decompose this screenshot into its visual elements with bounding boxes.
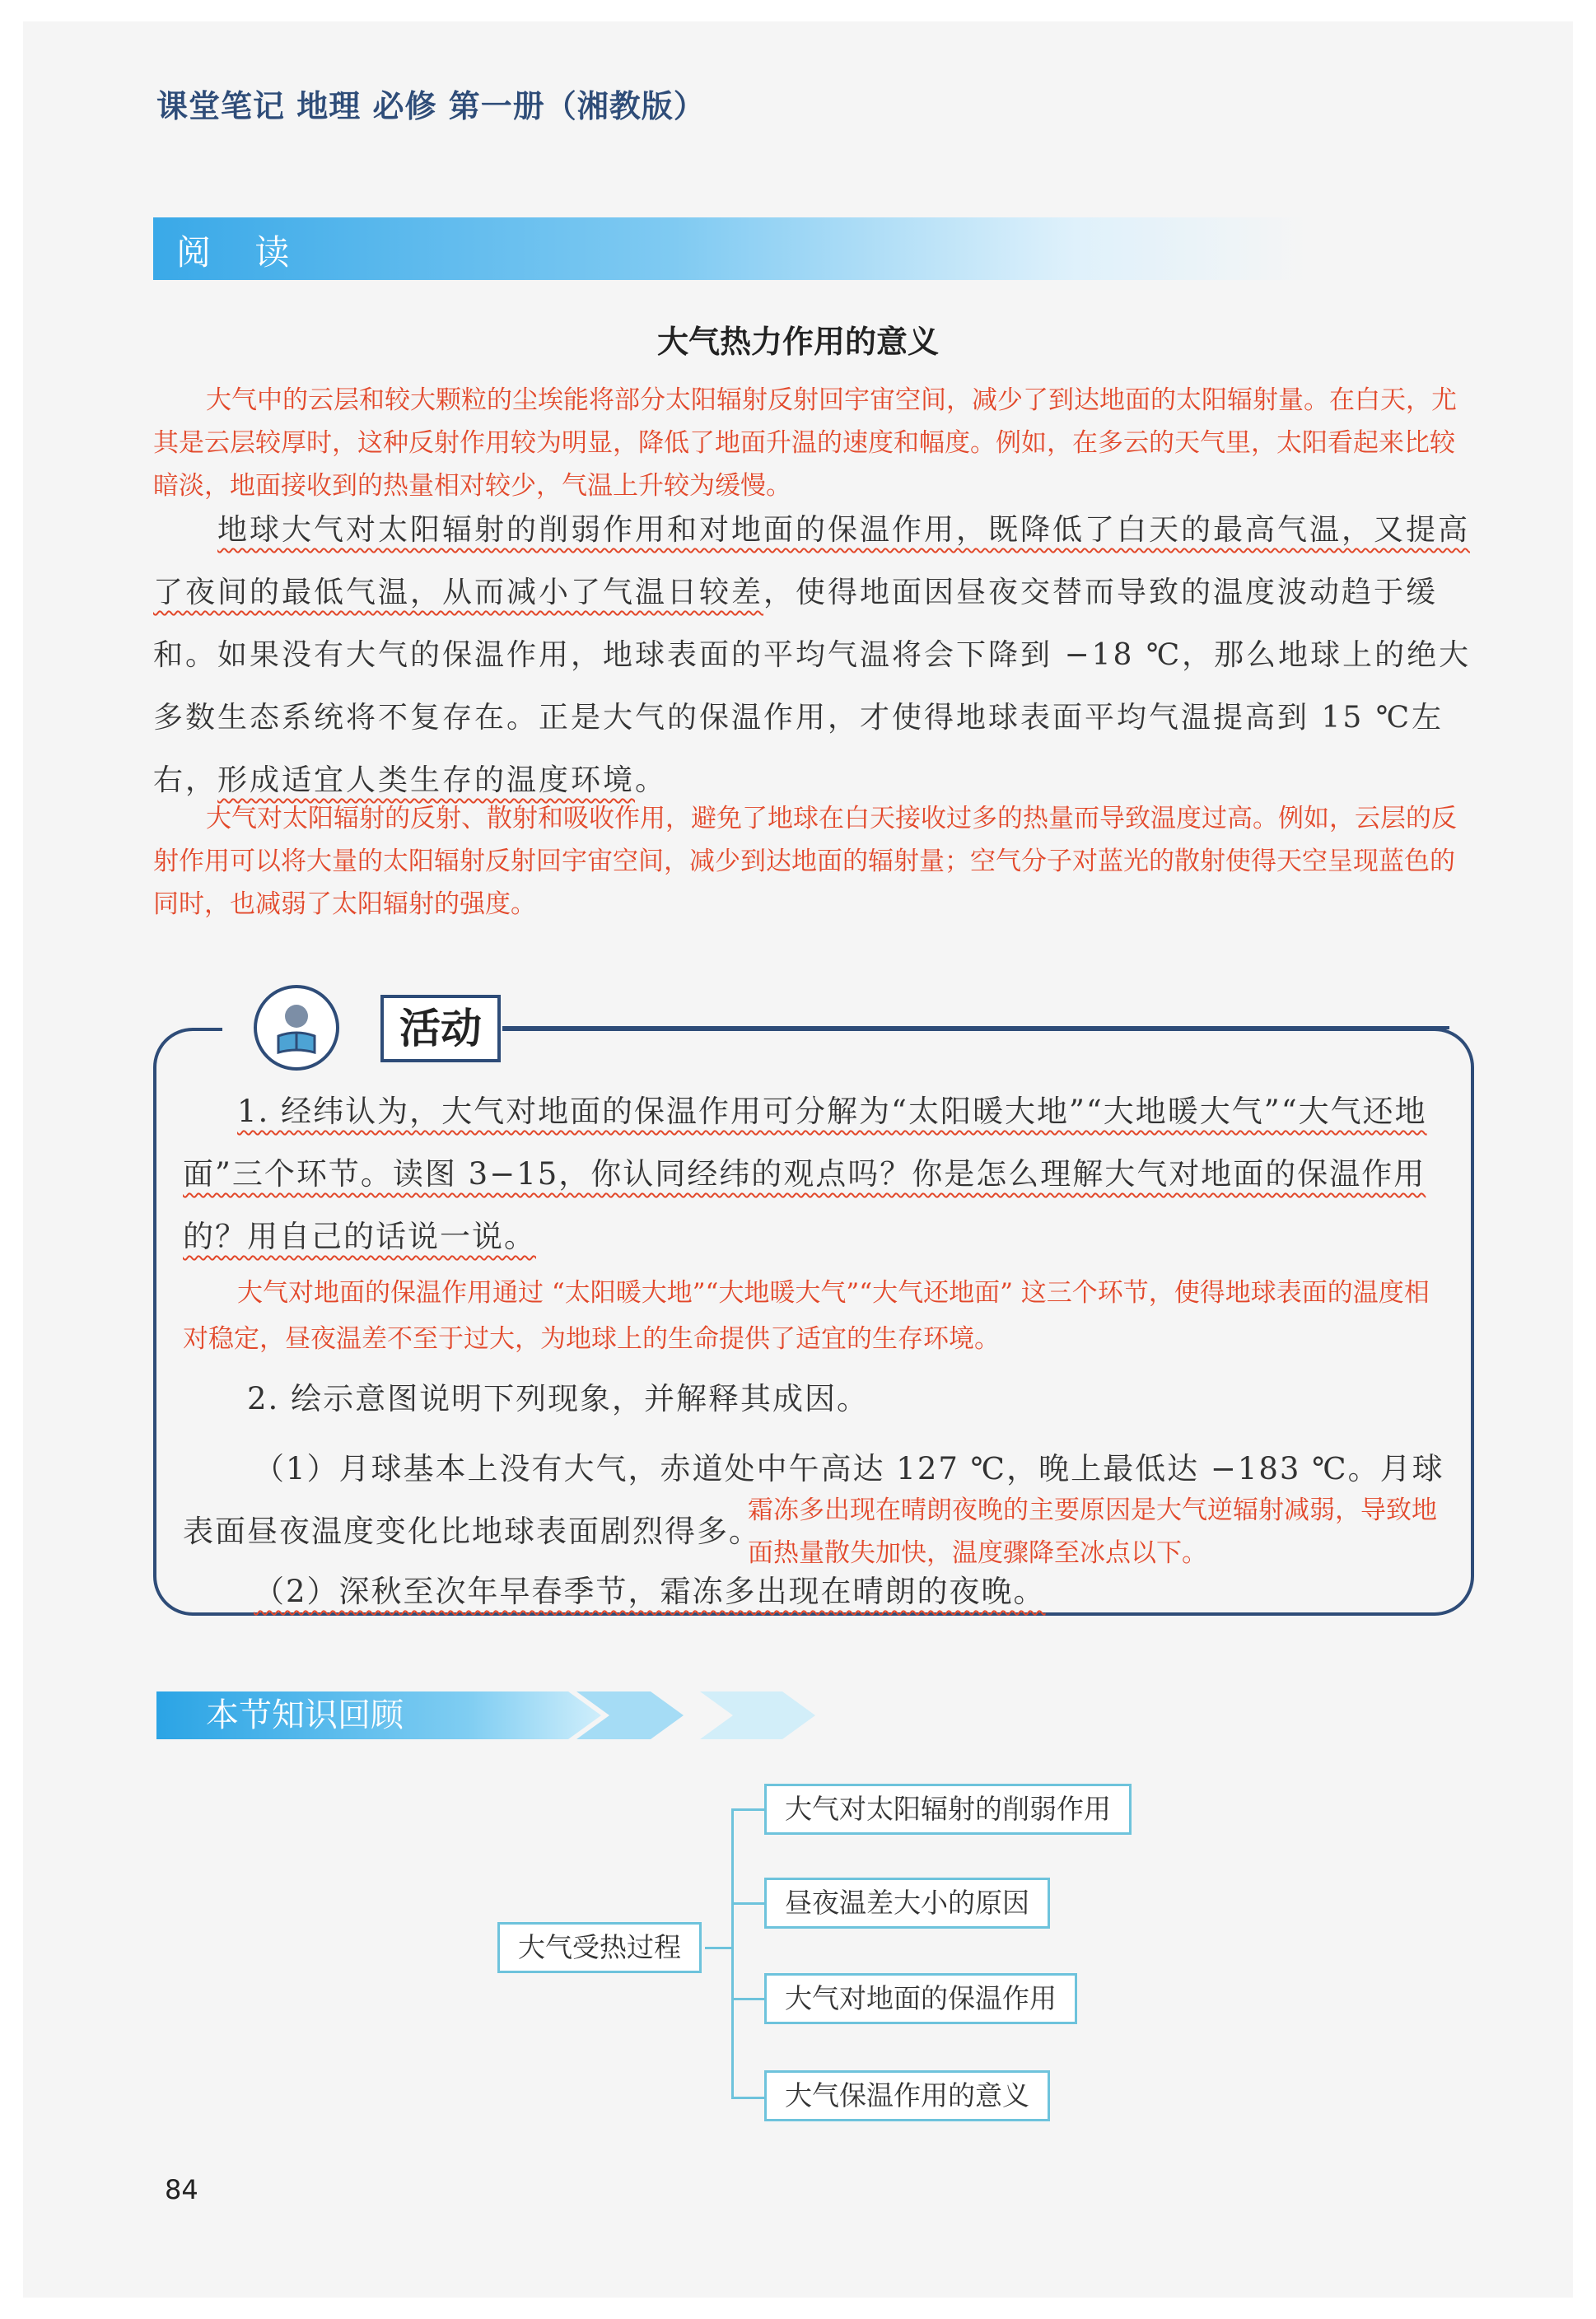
reader-icon	[254, 985, 339, 1071]
article-body	[153, 499, 1476, 812]
article-title: 大气热力作用的意义	[656, 324, 939, 360]
tree-branch-1: 大气对太阳辐射的削弱作用	[764, 1784, 1132, 1835]
activity-question-1: 1. 经纬认为，大气对地面的保温作用可分解为“太阳暖大地”“大地暖大气”“大气还地面”三个环节。读图 3−15，你认同经纬的观点吗？你是怎么理解大气对地面的保温作用的？用自己的话说一说。	[183, 1094, 1427, 1254]
activity-rule	[502, 1026, 1449, 1029]
activity-answer-2: 霜冻多出现在晴朗夜晚的主要原因是大气逆辐射减弱，导致地面热量散失加快，温度骤降至冰点以下。	[748, 1495, 1437, 1568]
reading-banner	[153, 217, 1306, 280]
activity-question-2-2	[254, 1566, 1046, 1611]
handwritten-note-1: 大气中的云层和较大颗粒的尘埃能将部分太阳辐射反射回宇宙空间，减少了到达地面的太阳辐射量。在白天，尤其是云层较厚时，这种反射作用较为明显，降低了地面升温的速度和幅度。例如，在多云的天气里，太阳看起来比较暗淡，地面接收到的热量相对较少，气温上升较为缓慢。	[153, 385, 1457, 501]
page-number: 84	[165, 2174, 198, 2205]
body-text: ，使得地面因昼夜交替而导致的温度波动趋于缓和。如果没有大气的保温作用，地球表面的平均气温将会下降到 −18 ℃，那么地球上的绝大多数生态系统将不复存在。正是大气的保温作用，才使得地球表面平均气温提高到 15 ℃左右，	[153, 576, 1472, 797]
activity-question-2: 2. 绘示意图说明下列现象，并解释其成因。	[247, 1381, 870, 1416]
activity-question-2-1: （1）月球基本上没有大气，赤道处中午高达 127 ℃，晚上最低达 −183 ℃。月球表面昼夜温度变化比地球表面剧烈得多。	[183, 1451, 1444, 1549]
activity-label: 活动	[380, 995, 501, 1062]
handwritten-note-2: 大气对太阳辐射的反射、散射和吸收作用，避免了地球在白天接收过多的热量而导致温度过高。例如，云层的反射作用可以将大量的太阳辐射反射回宇宙空间，减少到达地面的辐射量；空气分子对蓝光的散射使得天空呈现蓝色的同时，也减弱了太阳辐射的强度。	[153, 804, 1457, 919]
tree-branch-3: 大气对地面的保温作用	[764, 1973, 1077, 2024]
underlined-text-1: 地球大气对太阳辐射的削弱作用和对地面的保温作用，既降低了白天的最高气温，又提高了夜间的最低气温，从而减小了气温日较差	[153, 513, 1471, 609]
review-label: 本节知识回顾	[206, 1696, 404, 1734]
reading-label: 阅 读	[176, 232, 306, 273]
tree-branch-2: 昼夜温差大小的原因	[764, 1878, 1050, 1929]
activity-answer-1: 大气对地面的保温作用通过 “太阳暖大地”“大地暖大气”“大气还地面” 这三个环节，使得地球表面的温度相对稳定，昼夜温差不至于过大，为地球上的生命提供了适宜的生存环境。	[183, 1278, 1430, 1354]
body-end: 。	[635, 763, 668, 797]
review-banner	[156, 1691, 865, 1739]
tree-root: 大气受热过程	[497, 1922, 702, 1973]
underlined-question: （2）深秋至次年早春季节，霜冻多出现在晴朗的夜晚。	[254, 1574, 1046, 1609]
tree-branch-4: 大气保温作用的意义	[764, 2070, 1050, 2121]
underlined-text-2: 形成适宜人类生存的温度环境	[217, 763, 636, 797]
book-header: 课堂笔记 地理 必修 第一册（湘教版）	[156, 88, 706, 124]
